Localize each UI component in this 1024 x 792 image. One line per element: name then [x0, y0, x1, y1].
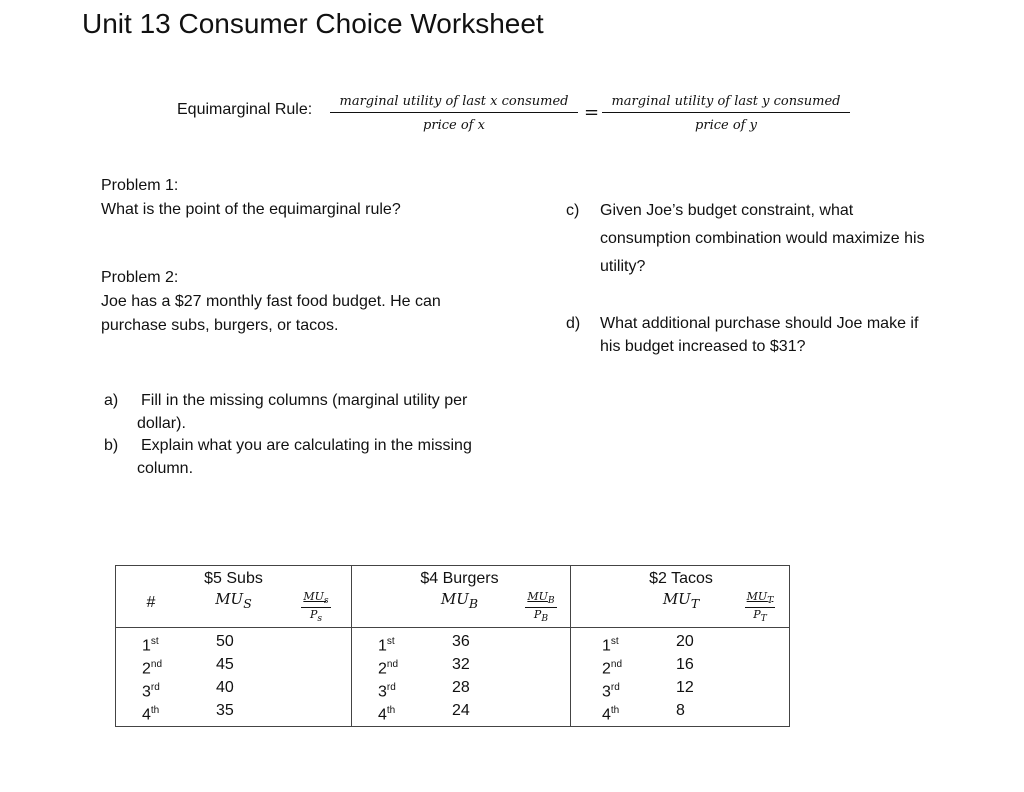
problem1 — [101, 174, 401, 222]
part-a-mark: a) — [104, 392, 119, 409]
tacos-ratio-num-sub: T — [767, 595, 774, 607]
left-numerator: marginal utility of last x consumed — [330, 94, 578, 113]
burgers-mu-label: MU — [440, 590, 469, 608]
tacos-mu-sub: T — [690, 596, 700, 611]
problem2-heading: Problem 2: — [101, 269, 179, 286]
burgers-ratio-den-sub: B — [541, 613, 549, 625]
ordinal-column-header: # — [146, 594, 156, 611]
part-a — [104, 389, 467, 435]
burgers-ratio-num-sub: B — [547, 595, 555, 607]
page-title: Unit 13 Consumer Choice Worksheet — [82, 8, 544, 39]
right-numerator: marginal utility of last y consumed — [602, 94, 850, 113]
problem1-heading: Problem 1: — [101, 177, 179, 194]
subs-ratio-blank[interactable] — [281, 630, 351, 722]
problem2-line2: purchase subs, burgers, or tacos. — [101, 317, 339, 334]
burgers-ratio-num: MU — [527, 590, 548, 603]
burgers-mu-sub: B — [468, 596, 479, 611]
part-c-line2: consumption combination would maximize his — [600, 230, 925, 247]
part-a-line1: Fill in the missing columns (marginal utility per — [141, 392, 468, 409]
tacos-group — [571, 566, 790, 727]
burgers-ordinal-column: 1st 2nd 3rd 4th — [378, 636, 399, 724]
part-c-mark: c) — [566, 202, 580, 219]
equimarginal-right-fraction — [602, 94, 850, 133]
tacos-ratio-den-sub: T — [760, 613, 767, 625]
part-d-line2: his budget increased to $31? — [600, 338, 806, 355]
tacos-mu-label: MU — [662, 590, 691, 608]
tacos-ordinal-column: 1st 2nd 3rd 4th — [602, 636, 623, 724]
tacos-ratio-num: MU — [746, 590, 768, 603]
part-b-line1: Explain what you are calculating in the missing — [141, 437, 472, 454]
subs-ratio-num-sub: s — [323, 595, 329, 607]
part-d-mark: d) — [566, 315, 581, 332]
subs-title: $5 Subs — [204, 570, 263, 587]
burgers-ratio-den: P — [533, 608, 542, 622]
equimarginal-label: Equimarginal Rule: — [177, 101, 313, 118]
part-d-line1: What additional purchase should Joe make if — [600, 315, 919, 332]
part-b-line2: column. — [137, 460, 194, 477]
subs-group — [116, 566, 352, 727]
burgers-group — [352, 566, 571, 727]
part-a-line2: dollar). — [137, 415, 186, 432]
part-b-mark: b) — [104, 437, 119, 454]
tacos-ratio-den: P — [753, 608, 761, 622]
tacos-values: 20 16 12 8 — [676, 633, 694, 719]
tacos-title: $2 Tacos — [649, 570, 713, 587]
equals-sign: = — [584, 102, 600, 123]
tacos-ratio — [745, 590, 776, 624]
part-b — [104, 434, 472, 480]
right-denominator: price of y — [695, 118, 757, 133]
part-c-line3: utility? — [600, 258, 646, 275]
ordinal-column: 1st 2nd 3rd 4th — [142, 636, 163, 724]
problem2 — [101, 266, 441, 338]
marginal-utility-table — [115, 565, 790, 727]
left-denominator: price of x — [423, 118, 485, 133]
subs-ratio — [301, 590, 330, 624]
subs-ratio-den-sub: s — [317, 613, 323, 625]
subs-ratio-num: MU — [303, 590, 324, 603]
burgers-values: 36 32 28 24 — [452, 633, 470, 719]
burgers-title: $4 Burgers — [420, 570, 499, 587]
part-c — [566, 197, 925, 281]
problem1-question: What is the point of the equimarginal rule? — [101, 201, 401, 218]
part-c-line1: Given Joe’s budget constraint, what — [600, 202, 854, 219]
burgers-ratio — [525, 590, 556, 624]
subs-values: 50 45 40 35 — [216, 633, 234, 719]
part-d — [566, 312, 918, 358]
tacos-ratio-blank[interactable] — [731, 630, 789, 722]
subs-mu-label: MU — [215, 590, 244, 608]
problem2-line1: Joe has a $27 monthly fast food budget. He can — [101, 293, 441, 310]
subs-ratio-den: P — [309, 608, 318, 622]
equimarginal-left-fraction — [330, 94, 578, 133]
subs-mu-sub: S — [243, 596, 252, 611]
burgers-ratio-blank[interactable] — [512, 630, 570, 722]
